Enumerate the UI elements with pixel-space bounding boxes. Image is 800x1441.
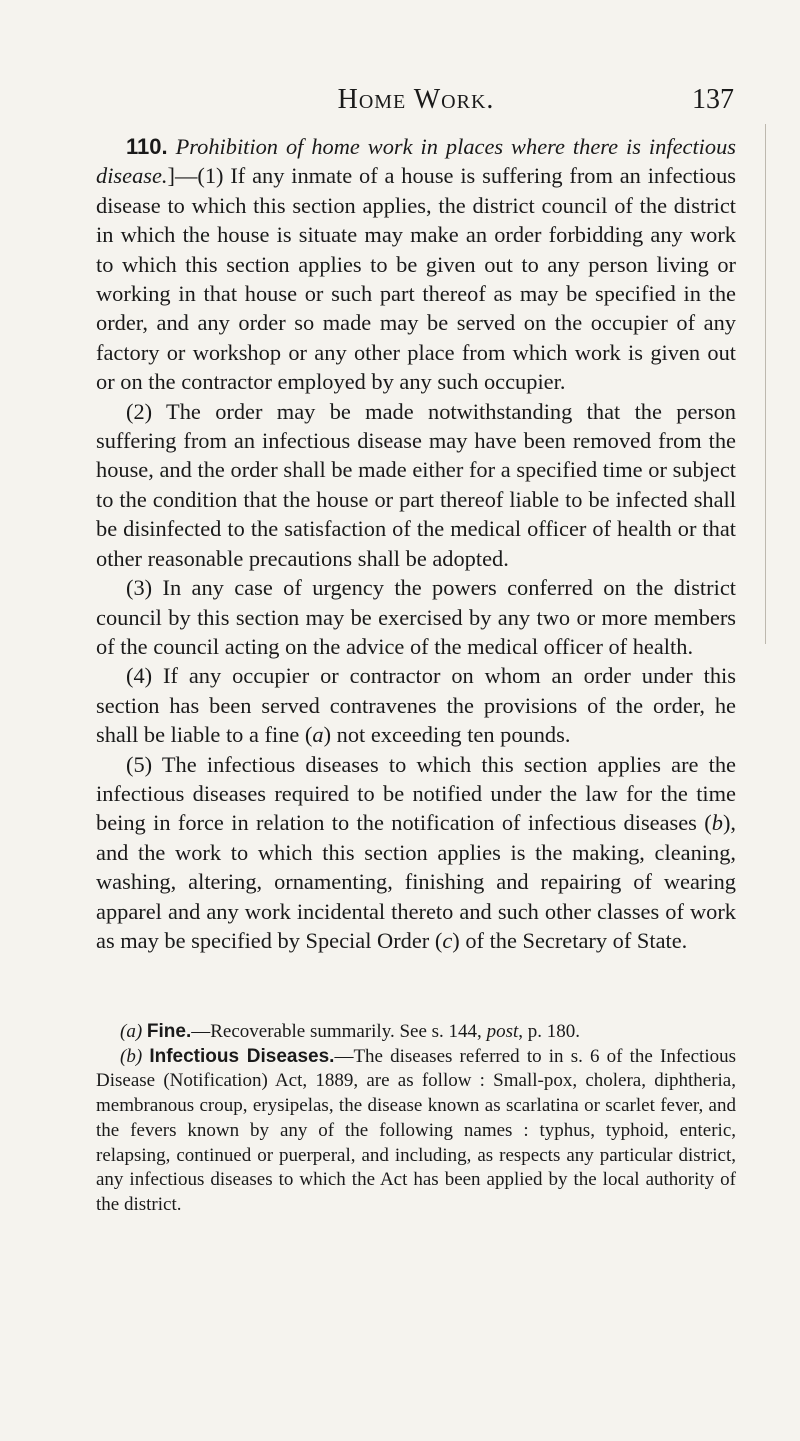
footnote-label: (a) bbox=[120, 1021, 143, 1042]
subsection-5-text-end: ) of the Secretary of State. bbox=[452, 927, 688, 953]
footnote-text: —The diseases referred to in s. 6 of the Infectious Disease (Notification) Act, 1889, are as follow : Small-pox, cholera, diphtheria, membranous croup, erysipelas, the disease known as scarlatina or scarlet fever, and the fevers known by any of the following names : typhus, typhoid, enteric, relapsing, continued or puerperal, and including, as respects any particular district, any infectious diseases to which the Act has been applied by the local authority of the district. bbox=[96, 1045, 737, 1215]
page-edge-shadow bbox=[765, 124, 766, 644]
subsection-4-text-end: ) not exceeding ten pounds. bbox=[323, 722, 571, 748]
footnote-italic: post bbox=[486, 1021, 519, 1042]
section-title: Prohibition of home work in places where there is infectious disease. bbox=[96, 134, 736, 189]
subsection-2: (2) The order may be made notwithstanding that the person suffering from an infectious disease may have been removed from the house, and the order shall be made either for a specified time or subject to the condition that the house or part thereof liable to be infected shall be disinfected to the satisfaction of the medical officer of health or that other reasonable precautions shall be adopted. bbox=[96, 398, 736, 571]
section-body bbox=[96, 132, 736, 955]
footnote-heading: Infectious Diseases. bbox=[149, 1045, 335, 1067]
running-title: Home Work. bbox=[337, 84, 495, 115]
footnote-text: —Recoverable summarily. See s. 144, bbox=[191, 1021, 487, 1042]
subsection-4-text: (4) If any occupier or contractor on whom an order under this section has been served contravenes the provisions of the order, he shall be liable to a fine ( bbox=[96, 663, 736, 748]
footnote-label: (b) bbox=[120, 1045, 143, 1067]
subsection-5-text-mid: ), and the work to which this section applies is the making, cleaning, washing, altering, ornamenting, finishing and repairing of wearing apparel and any work incidental thereto and such other classes of work as may be specified by Special Order ( bbox=[96, 810, 736, 953]
footnote-heading: Fine. bbox=[146, 1021, 192, 1042]
footnote-ref-a: a bbox=[312, 722, 324, 748]
footnote-ref-c: c bbox=[442, 927, 453, 953]
subsection-5-text: (5) The infectious diseases to which this section applies are the infectious diseases required to be notified under the law for the time being in force in relation to the notification of infectious diseases ( bbox=[96, 751, 736, 836]
subsection-1: (1) If any inmate of a house is suffering from an infectious disease to which this section applies, the district council of the district in which the house is situate may make an order forbidding any work to which this section applies to be given out to any person living or working in that house or such part thereof as may be specified in the order, and any order so made may be served on the occupier of any factory or workshop or any other place from which work is given out or on the contractor employed by any such occupier. bbox=[96, 163, 736, 395]
footnotes bbox=[96, 1020, 736, 1218]
running-head bbox=[96, 84, 736, 120]
page-number: 137 bbox=[692, 84, 734, 115]
footnote-text-end: , p. 180. bbox=[518, 1021, 580, 1042]
subsection-5 bbox=[96, 750, 736, 956]
footnote-a bbox=[96, 1020, 736, 1045]
footnote-b bbox=[96, 1045, 736, 1218]
section-title-close: ]— bbox=[167, 163, 198, 189]
footnote-ref-b: b bbox=[711, 810, 723, 836]
subsection-3: (3) In any case of urgency the powers conferred on the district council by this section may be exercised by any two or more members of the council acting on the advice of the medical officer of health. bbox=[96, 575, 736, 659]
subsection-4 bbox=[96, 661, 736, 749]
section-number: 110. bbox=[126, 134, 168, 159]
section-paragraph-1 bbox=[96, 132, 736, 397]
